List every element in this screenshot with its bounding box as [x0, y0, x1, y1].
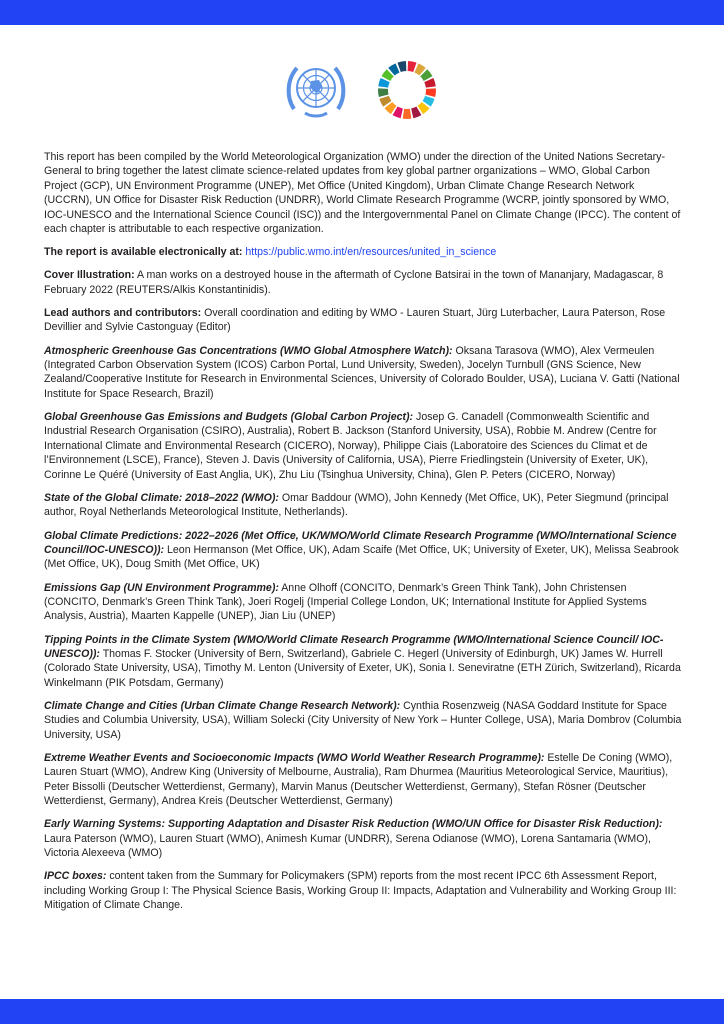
report-credits — [44, 150, 684, 921]
section-authors: Cynthia Rosenzweig (NASA Goddard Institute for Space Studies and Columbia University, USA), William Solecki (City University of New York – Hunter College, USA), Maria Dombrov (Columbia University, USA) — [44, 699, 682, 741]
section-authors: Josep G. Canadell (Commonwealth Scientific and Industrial Research Organisation (CSIRO), Australia), Robert B. Jackson (Stanford University, USA), Robbie M. Andrew (Centre for International Climate and Environmental Research (CICERO), Norway), Philippe Ciais (Laboratoire des Sciences du Climat et de l’Environnement (LSCE), France), Steven J. Davis (University of California, USA), Pierre Friedlingstein (University of Exeter, UK), Corinne Le Quéré (University of East Anglia, UK), Zhu Liu (Tsinghua University, China), Glen P. Peters (CICERO, Norway) — [44, 411, 657, 481]
section-cities — [44, 699, 684, 742]
sdg-wheel-segment — [397, 61, 406, 72]
availability-label: The report is available electronically at: — [44, 246, 243, 259]
section-title: State of the Global Climate: 2018–2022 (WMO): — [44, 491, 279, 504]
lead-text: Overall coordination and editing by WMO - Lauren Stuart, Jürg Luterbacher, Laura Paterson, Rose Devillier and Sylvie Castonguay (Editor) — [44, 307, 666, 334]
section-extreme-weather — [44, 751, 684, 809]
sdg-wheel-segment — [425, 88, 436, 97]
section-emissions-gap — [44, 581, 684, 624]
section-global-emissions — [44, 410, 684, 482]
section-authors: Estelle De Coning (WMO), Lauren Stuart (WMO), Andrew King (University of Melbourne, Australia), Ram Dhurmea (Mauritius Meteorological Service, Mauritius), Peter Bissolli (Deutscher Wetterdienst, Germany), Marvin Manus (Deutscher Wetterdienst, Germany), Stefan Rösner (Deutscher Wetterdienst, Germany), Andrea Kreis (Deutscher Wetterdienst, Germany) — [44, 751, 673, 808]
bottom-accent-bar — [0, 999, 724, 1024]
section-authors: Anne Olhoff (CONCITO, Denmark’s Green Think Tank), John Christensen (CONCITO, Denmark’s Green Think Tank), Joeri Rogelj (Imperial College London, UK; International Institute for Applied Systems Analysis, Austria), Maarten Kappelle (UNEP), Jian Liu (UNEP) — [44, 581, 647, 623]
section-title: Global Climate Predictions: 2022–2026 (Met Office, UK/WMO/World Climate Research Programme (WMO/International Science Council/IOC-UNESCO)): — [44, 529, 677, 556]
cover-paragraph — [44, 268, 684, 297]
logo-row — [0, 59, 724, 121]
section-title: Global Greenhouse Gas Emissions and Budgets (Global Carbon Project): — [44, 411, 414, 424]
section-authors: content taken from the Summary for Policymakers (SPM) reports from the most recent IPCC 6th Assessment Report, including Working Group I: The Physical Science Basis, Working Group II: Impacts, Adaptation and Vulnerability and Working Group III: Mitigation of Climate Change. — [44, 870, 677, 912]
sdg-wheel-icon — [377, 60, 437, 120]
section-authors: Thomas F. Stocker (University of Bern, Switzerland), Gabriele C. Hegerl (University of Edinburgh, UK) James W. Hurrell (Colorado State University, USA), Timothy M. Lenton (University of Exeter, UK), Sonia I. Seneviratne (ETH Zürich, Switzerland), Ricarda Winkelmann (PIK Potsdam, Germany) — [44, 647, 681, 689]
section-authors: Oksana Tarasova (WMO), Alex Vermeulen (Integrated Carbon Observation System (ICOS) Carbon Portal, Lund University, Sweden), Jocelyn Turnbull (GNS Science, New Zealand/Cooperative Institute for Research in Environmental Sciences, University of Colorado Boulder, USA), Luciana V. Gatti (National Institute for Space Research, Brazil) — [44, 344, 680, 400]
section-authors: Leon Hermanson (Met Office, UK), Adam Scaife (Met Office, UK; University of Exeter, UK), Melissa Seabrook (Met Office, UK), Doug Smith (Met Office, UK) — [44, 543, 679, 571]
section-climate-predictions — [44, 529, 684, 572]
section-tipping-points — [44, 633, 684, 691]
lead-label: Lead authors and contributors: — [44, 307, 202, 320]
section-title: Extreme Weather Events and Socioeconomic Impacts (WMO World Weather Research Programme): — [44, 751, 545, 764]
cover-label: Cover Illustration: — [44, 269, 135, 282]
intro-paragraph: This report has been compiled by the World Meteorological Organization (WMO) under the direction of the United Nations Secretary-General to bring together the latest climate science-related updates from key global partner organizations – WMO, Global Carbon Project (GCP), UN Environment Programme (UNEP), Met Office (United Kingdom), Urban Climate Change Research Network (UCCRN), UN Office for Disaster Risk Reduction (UNDRR), World Climate Research Programme (WCRP, jointly sponsored by WMO, IOC-UNESCO and the International Science Council (ISC)) and the Intergovernmental Panel on Climate Change (IPCC). The content of each chapter is attributable to each respective organization. — [44, 151, 681, 236]
section-title: Early Warning Systems: Supporting Adaptation and Disaster Risk Reduction (WMO/UN Office for Disaster Risk Reduction): — [44, 818, 663, 831]
section-authors: Laura Paterson (WMO), Lauren Stuart (WMO), Animesh Kumar (UNDRR), Serena Odianose (WMO), Lorena Santamaria (WMO), Victoria Alexeeva (WMO) — [44, 832, 651, 860]
report-link[interactable]: https://public.wmo.int/en/resources/united_in_science — [245, 246, 497, 259]
sdg-wheel-segment — [378, 88, 389, 97]
section-early-warning — [44, 817, 684, 860]
lead-paragraph — [44, 306, 684, 335]
section-authors: Omar Baddour (WMO), John Kennedy (Met Office, UK), Peter Siegmund (principal author, Royal Netherlands Meteorological Institute, Netherlands). — [44, 491, 669, 519]
section-state-of-climate — [44, 491, 684, 520]
section-title: Atmospheric Greenhouse Gas Concentrations (WMO Global Atmosphere Watch): — [44, 344, 453, 357]
un-emblem-icon — [285, 59, 347, 121]
cover-text: A man works on a destroyed house in the aftermath of Cyclone Batsirai in the town of Mananjary, Madagascar, 8 February 2022 (REUTERS/Alkis Konstantinidis). — [44, 269, 664, 296]
availability-paragraph — [44, 245, 684, 259]
top-accent-bar — [0, 0, 724, 25]
sdg-wheel-segment — [403, 109, 412, 119]
section-title: Emissions Gap (UN Environment Programme): — [44, 581, 279, 594]
section-atmospheric-ghg — [44, 344, 684, 402]
sdg-wheel-segment — [408, 61, 417, 72]
section-ipcc-boxes — [44, 869, 684, 912]
section-title: IPCC boxes: — [44, 870, 107, 883]
section-title: Tipping Points in the Climate System (WMO/World Climate Research Programme (WMO/International Science Council/ IOC-UNESCO)): — [44, 633, 664, 660]
section-title: Climate Change and Cities (Urban Climate Change Research Network): — [44, 699, 401, 712]
